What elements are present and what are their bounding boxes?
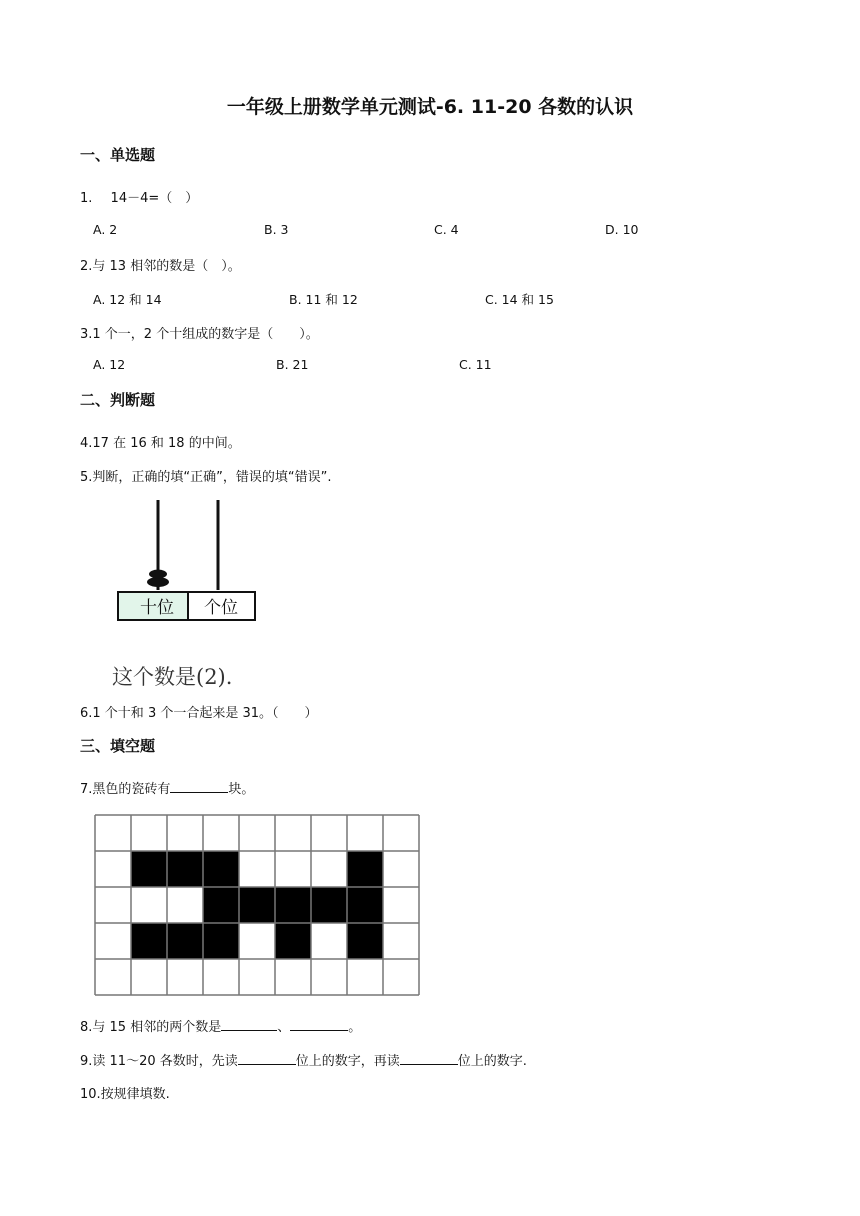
question-4: 4.17 在 16 和 18 的中间。 [80,436,241,451]
white-tile [203,959,239,995]
option-b[interactable]: B. 11 和 12 [289,292,358,307]
white-tile [383,815,419,851]
option-a[interactable]: A. 2 [93,222,118,237]
option-a[interactable]: A. 12 [93,357,126,372]
tile-grid [94,814,420,996]
black-tile [311,887,347,923]
tens-place-label: 十位 [140,598,174,618]
white-tile [311,959,347,995]
black-tile [203,887,239,923]
question-3: 3.1 个一，2 个十组成的数字是（ ）。 [80,327,319,342]
white-tile [95,815,131,851]
question-10: 10.按规律填数. [80,1087,170,1102]
question-text: 位上的数字，再读 [295,1054,400,1069]
black-tile [347,851,383,887]
white-tile [347,959,383,995]
question-5: 5.判断，正确的填“正确”，错误的填“错误”. [80,470,332,485]
question-text: 8.与 15 相邻的两个数是 [80,1020,222,1035]
tens-bead [149,570,167,579]
question-1 [80,187,198,206]
white-tile [383,851,419,887]
white-tile [275,959,311,995]
white-tile [131,815,167,851]
question-2: 2.与 13 相邻的数是（ ）。 [80,259,241,274]
answer-blank[interactable] [221,1018,277,1031]
question-9 [80,1050,527,1069]
black-tile [167,923,203,959]
question-number: 1. [80,191,93,206]
black-tile [347,887,383,923]
question-6: 6.1 个十和 3 个一合起来是 31。（ ） [80,706,318,721]
question-text: 块。 [228,782,255,797]
abacus-figure [110,495,270,630]
white-tile [311,815,347,851]
black-tile [131,923,167,959]
section-heading-true-false: 二、判断题 [80,391,156,409]
black-tile [347,923,383,959]
white-tile [131,887,167,923]
ones-place-label: 个位 [204,598,238,618]
answer-blank[interactable] [290,1018,348,1031]
white-tile [239,851,275,887]
question-text: 9.读 11～20 各数时，先读 [80,1054,238,1069]
option-a[interactable]: A. 12 和 14 [93,292,162,307]
white-tile [167,815,203,851]
black-tile [275,887,311,923]
white-tile [167,887,203,923]
white-tile [131,959,167,995]
white-tile [239,815,275,851]
white-tile [203,815,239,851]
white-tile [275,815,311,851]
option-b[interactable]: B. 3 [264,222,289,237]
white-tile [311,923,347,959]
question-text: 。 [348,1020,362,1035]
question-text: 14－4=（ ） [110,191,199,206]
black-tile [203,851,239,887]
black-tile [131,851,167,887]
black-tile [203,923,239,959]
option-c[interactable]: C. 11 [459,357,492,372]
white-tile [95,887,131,923]
page-title: 一年级上册数学单元测试-6. 11-20 各数的认识 [226,96,634,118]
black-tile [167,851,203,887]
question-text: 7.黑色的瓷砖有 [80,782,171,797]
white-tile [311,851,347,887]
white-tile [95,851,131,887]
option-d[interactable]: D. 10 [605,222,639,237]
white-tile [383,923,419,959]
white-tile [383,959,419,995]
black-tile [239,887,275,923]
white-tile [347,815,383,851]
white-tile [95,923,131,959]
section-heading-fill-blank: 三、填空题 [80,737,156,755]
white-tile [275,851,311,887]
question-8 [80,1016,361,1035]
answer-blank[interactable] [238,1052,296,1065]
white-tile [239,959,275,995]
option-b[interactable]: B. 21 [276,357,309,372]
white-tile [95,959,131,995]
answer-blank[interactable] [400,1052,458,1065]
separator: 、 [277,1020,291,1035]
option-c[interactable]: C. 14 和 15 [485,292,554,307]
section-heading-single-choice: 一、单选题 [80,146,156,164]
question-7 [80,778,254,797]
question-text: 位上的数字. [457,1054,527,1069]
black-tile [275,923,311,959]
white-tile [383,887,419,923]
abacus-caption: 这个数是(2). [112,665,233,689]
option-c[interactable]: C. 4 [434,222,459,237]
answer-blank[interactable] [170,780,228,793]
white-tile [239,923,275,959]
white-tile [167,959,203,995]
